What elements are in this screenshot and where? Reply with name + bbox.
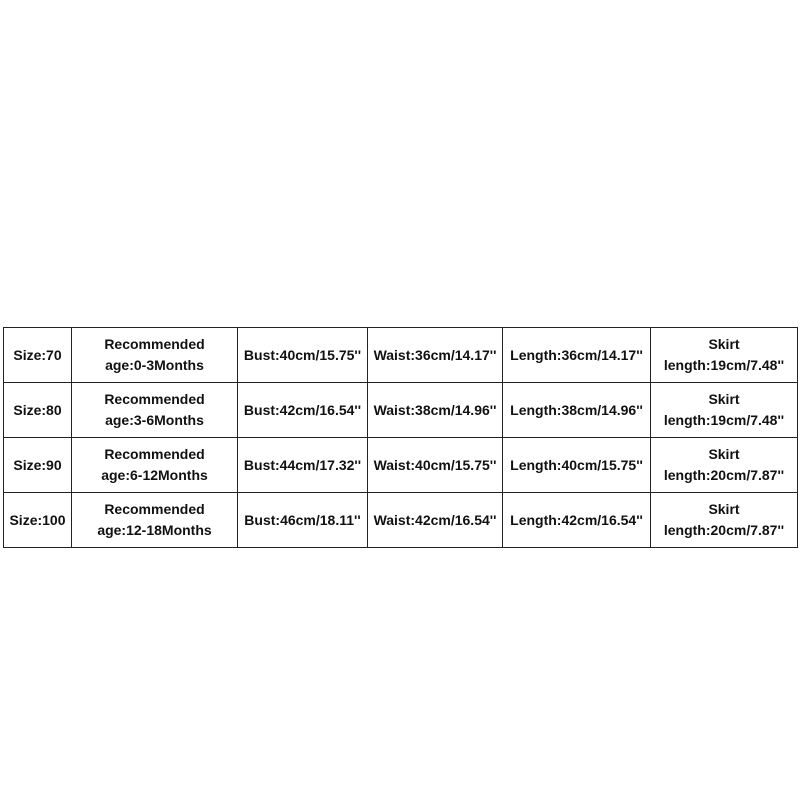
size-chart-table <box>3 327 798 548</box>
skirt-length-cell <box>651 383 798 438</box>
skirt-length-cell <box>651 493 798 548</box>
size-cell: Size:80 <box>4 383 72 438</box>
skirt-heading: Skirt <box>708 391 740 407</box>
bust-cell: Bust:44cm/17.32'' <box>238 438 368 493</box>
waist-cell: Waist:42cm/16.54'' <box>368 493 503 548</box>
length-cell: Length:38cm/14.96'' <box>503 383 651 438</box>
bust-cell: Bust:42cm/16.54'' <box>238 383 368 438</box>
skirt-heading: Skirt <box>708 336 740 352</box>
age-range: age:0-3Months <box>105 357 204 373</box>
age-range: age:12-18Months <box>97 522 212 538</box>
waist-cell: Waist:40cm/15.75'' <box>368 438 503 493</box>
table-row <box>4 438 798 493</box>
bust-cell: Bust:40cm/15.75'' <box>238 328 368 383</box>
length-cell: Length:40cm/15.75'' <box>503 438 651 493</box>
size-cell: Size:100 <box>4 493 72 548</box>
recommended-age-cell <box>72 383 238 438</box>
size-cell: Size:90 <box>4 438 72 493</box>
table-row <box>4 383 798 438</box>
recommended-age-cell <box>72 438 238 493</box>
table-row <box>4 493 798 548</box>
skirt-length-value: length:20cm/7.87'' <box>663 467 785 483</box>
skirt-heading: Skirt <box>708 446 740 462</box>
age-range: age:3-6Months <box>105 412 204 428</box>
recommended-age-cell <box>72 493 238 548</box>
waist-cell: Waist:38cm/14.96'' <box>368 383 503 438</box>
age-heading: Recommended <box>104 336 205 352</box>
recommended-age-cell <box>72 328 238 383</box>
length-cell: Length:42cm/16.54'' <box>503 493 651 548</box>
skirt-length-value: length:20cm/7.87'' <box>663 522 785 538</box>
length-cell: Length:36cm/14.17'' <box>503 328 651 383</box>
age-heading: Recommended <box>104 446 205 462</box>
skirt-length-cell <box>651 438 798 493</box>
table-row <box>4 328 798 383</box>
skirt-length-value: length:19cm/7.48'' <box>663 357 785 373</box>
age-range: age:6-12Months <box>101 467 208 483</box>
skirt-length-cell <box>651 328 798 383</box>
skirt-length-value: length:19cm/7.48'' <box>663 412 785 428</box>
skirt-heading: Skirt <box>708 501 740 517</box>
age-heading: Recommended <box>104 391 205 407</box>
age-heading: Recommended <box>104 501 205 517</box>
waist-cell: Waist:36cm/14.17'' <box>368 328 503 383</box>
bust-cell: Bust:46cm/18.11'' <box>238 493 368 548</box>
size-cell: Size:70 <box>4 328 72 383</box>
